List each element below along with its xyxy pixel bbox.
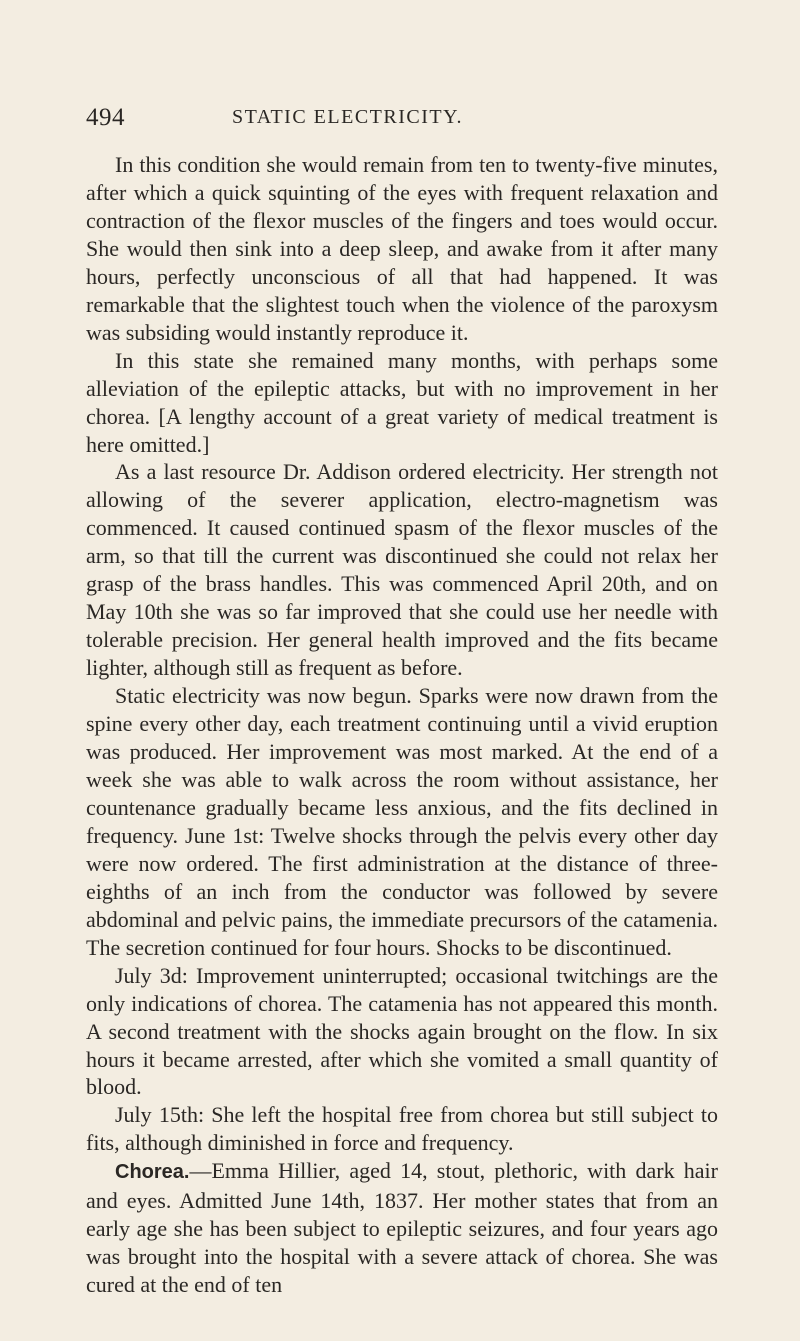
body-text [86,151,718,1299]
paragraph-text: In this condition she would remain from ten to twenty-five minutes, after which a quick squinting of the eyes with frequent relaxation and contraction of the flexor muscles of the fingers and toes would occur. She would then sink into a deep sleep, and awake from it after many hours, perfectly unconscious of all that had happened. It was remarkable that the slightest touch when the violence of the paroxysm was subsiding would instantly reproduce it. [86,152,718,345]
run-in-heading: Chorea. [115,1161,190,1184]
paragraph [86,1101,718,1157]
page-header [86,104,726,134]
paragraph-text: July 3d: Improvement uninterrupted; occasional twitchings are the only indications of chorea. The catamenia has not appeared this month. A second treatment with the shocks again brought on the flow. In six hours it became arrested, after which she vomited a small quantity of blood. [86,962,718,1100]
paragraph [86,682,718,962]
paragraph-text: Static electricity was now begun. Sparks were now drawn from the spine every other day, each treatment continuing until a vivid eruption was produced. Her improvement was most marked. At the end of a week she was able to walk across the room without assistance, her countenance gradually became less anxious, and the fits declined in frequency. June 1st: Twelve shocks through the pelvis every other day were now ordered. The first administration at the distance of three-eighths of an inch from the conductor was followed by severe abdominal and pelvic pains, the immediate precursors of the catamenia. The secretion continued for four hours. Shocks to be discontinued. [86,683,718,960]
running-head: STATIC ELECTRICITY. [232,106,463,128]
paragraph [86,1157,718,1299]
page-number: 494 [86,104,125,131]
paragraph [86,962,718,1102]
paragraph [86,151,718,347]
paragraph-text: As a last resource Dr. Addison ordered electricity. Her strength not allowing of the severer application, electro-magnetism was commenced. It caused continued spasm of the flexor muscles of the arm, so that till the current was discontinued she could not relax her grasp of the brass handles. This was commenced April 20th, and on May 10th she was so far improved that she could use her needle with tolerable precision. Her general health improved and the fits became lighter, although still as frequent as before. [86,459,718,681]
paragraph-text: —Emma Hillier, aged 14, stout, plethoric, with dark hair and eyes. Admitted June 14th, 1837. Her mother states that from an early age she has been subject to epileptic seizures, and four years ago was brought into the hospital with a severe attack of chorea. She was cured at the end of ten [86,1158,718,1298]
paragraph [86,347,718,459]
paragraph-text: In this state she remained many months, with perhaps some alleviation of the epileptic attacks, but with no improvement in her chorea. [A lengthy account of a great variety of medical treatment is here omitted.] [86,347,718,457]
paragraph [86,458,718,682]
paragraph-text: July 15th: She left the hospital free from chorea but still subject to fits, although diminished in force and frequency. [86,1102,718,1156]
